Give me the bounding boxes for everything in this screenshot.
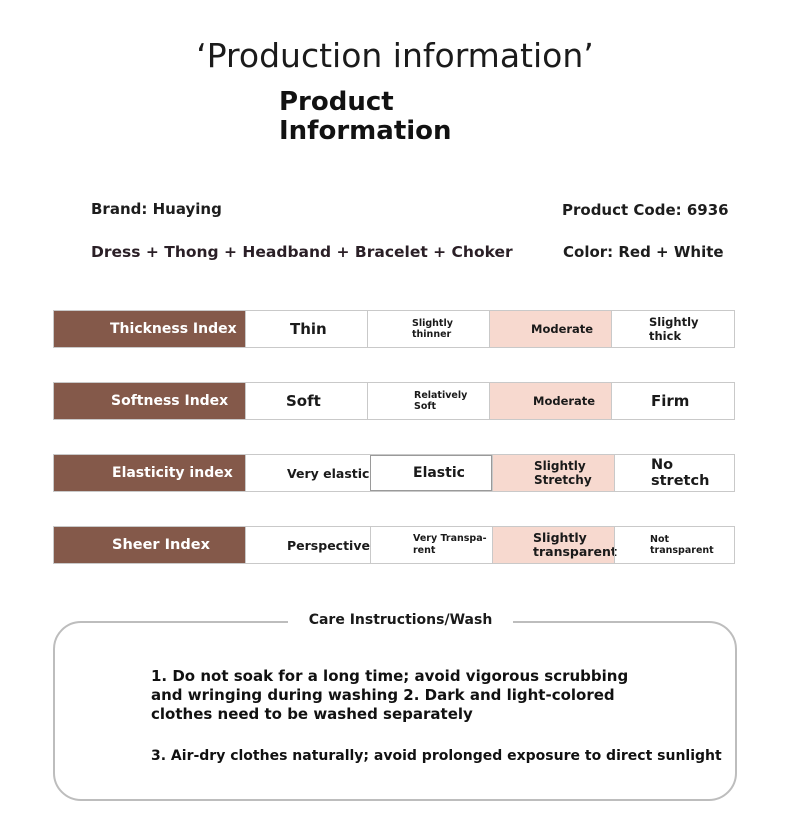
thickness-index-label: Thickness Index (54, 311, 245, 347)
page-title: ‘Production information’ (196, 36, 594, 75)
elasticity-option-3-text: Slightly Stretchy (534, 459, 592, 487)
thickness-option-4: Slightly thick (611, 311, 734, 347)
thickness-option-2 (367, 311, 489, 347)
softness-index-row (53, 382, 735, 420)
sheer-option-2-text: Very Transpa-rent (413, 533, 487, 556)
softness-index-label: Softness Index (54, 383, 245, 419)
thickness-option-2-text: Slightly thinner (412, 318, 453, 340)
sheer-option-4: Not transparent (614, 527, 734, 563)
softness-option-4: Firm (611, 383, 734, 419)
sheer-option-2 (370, 527, 492, 563)
section-heading-line-2: Information (279, 116, 452, 146)
thickness-option-1: Thin (245, 311, 367, 347)
elasticity-option-4: No stretch (614, 455, 734, 491)
elasticity-index-row (53, 454, 735, 492)
softness-option-3: Moderate (489, 383, 611, 419)
care-instruction-line-1: 1. Do not soak for a long time; avoid vigorous scrubbing (151, 667, 629, 685)
sheer-index-label: Sheer Index (54, 527, 245, 563)
thickness-index-row (53, 310, 735, 348)
care-instruction-line-2: and wringing during washing 2. Dark and light-colored (151, 686, 615, 704)
product-code-text: Product Code: 6936 (562, 201, 729, 219)
elasticity-option-1: Very elastic (245, 455, 370, 491)
care-instructions-title: Care Instructions/Wash (308, 612, 493, 628)
elasticity-option-2: Elastic (370, 455, 492, 491)
softness-option-2 (367, 383, 489, 419)
color-text: Color: Red + White (563, 243, 724, 261)
section-heading (279, 88, 579, 146)
brand-text: Brand: Huaying (91, 200, 222, 218)
sheer-option-3-text: Slightly transparent (533, 530, 617, 559)
sheer-option-1: Perspective (245, 527, 370, 563)
care-instruction-line-4: 3. Air-dry clothes naturally; avoid prolonged exposure to direct sunlight (151, 748, 722, 764)
items-text: Dress + Thong + Headband + Bracelet + Choker (91, 243, 513, 261)
elasticity-option-3 (492, 455, 614, 491)
care-instruction-line-3: clothes need to be washed separately (151, 705, 473, 723)
sheer-index-row (53, 526, 735, 564)
softness-option-2-text: Relatively Soft (414, 390, 468, 412)
thickness-option-3: Moderate (489, 311, 611, 347)
sheer-option-3 (492, 527, 617, 563)
section-heading-line-1: Product (279, 87, 394, 117)
softness-option-1: Soft (245, 383, 367, 419)
elasticity-index-label: Elasticity index (54, 455, 245, 491)
